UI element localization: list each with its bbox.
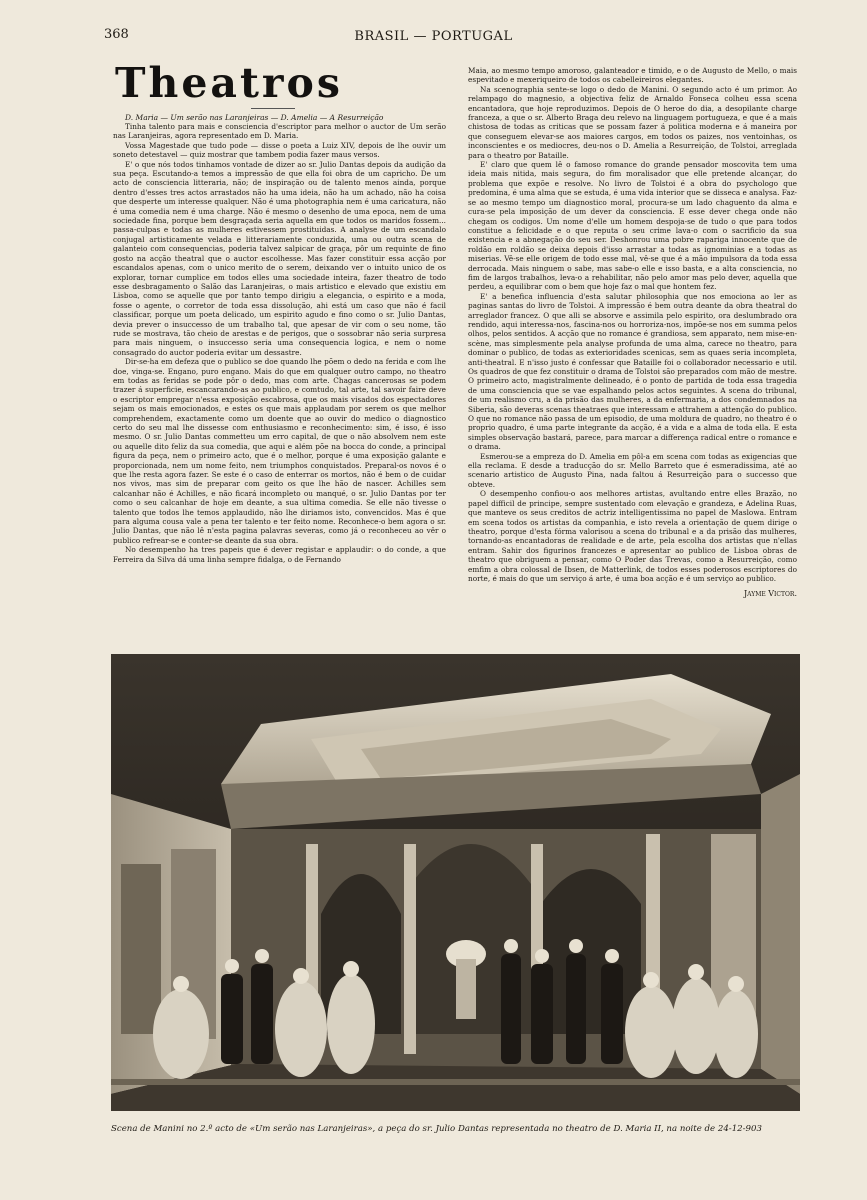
article-title: Theatros (115, 59, 343, 107)
author-signature: Jayme Victor. (743, 589, 797, 599)
paragraph: Esmerou-se a empreza do D. Amelia em pôl-a em scena com todas as exigencias que ella reclama. E desde a traducção do sr. Mello Barreto que é esmeradissima, até ao scenario artistico de Augusto Pina, nada faltou á Resurreição para o successo que obteve. (468, 451, 797, 489)
paragraph: Maia, ao mesmo tempo amoroso, galanteador e timido, e o de Augusto de Mello, o mais espevitado e mexeriqueiro de todos os cabelleireiros elegantes. (468, 66, 797, 85)
paragraph: Vossa Magestade que tudo pode — disse o poeta a Luiz XIV, depois de lhe ouvir um soneto detestavel — quiz mostrar que tambem podia fazer maus versos. (113, 140, 446, 160)
running-head: BRASIL — PORTUGAL (354, 29, 513, 44)
page-number: 368 (104, 27, 129, 42)
stage-photograph (111, 654, 800, 1111)
paragraph: Dir-se-ha em defeza que o publico se doe quando lhe põem o dedo na ferida e com lhe doe, vinga-se. Engano, puro engano. Mais do que em qualquer outro campo, no theatro em todas as feridas se pode pôr o dedo, mas com arte. Chagas cancerosas se podem trazer á superficie, escancarando-as ao publico, e comtudo, tal arte, tal savoir faire deve o escriptor empregar n'essa exposição escabrosa, que os mais visados dos espectadores sejam os mais emocionados, e estes os que mais applaudam por serem os que melhor comprehendem, exactamente como um doente que ao ouvir do medico o diagnostico certo do seu mal lhe dissesse com enthusiasmo e reconhecimento: sim, é isso, é isso mesmo. O sr. Julio Dantas commetteu um erro capital, de que o não absolvem nem este ou aquelle dito feliz da sua comedia, que aqui e além põe na bocca do conde, a principal figura da peça, nem o primeiro acto, que é o melhor, porque é uma exposição galante e proporcionada, nem um nome feito, nem triumphos conquistados. Preparal-os novos é o que lhe resta agora fazer. Se este é o caso de enterrar os mortos, não é bem o de cuidar nos vivos, mas sim de preparar com geito os que lhe hão de nascer. Achilles sem calcanhar não é Achilles, e não ficará incompleto ou manqué, o sr. Julio Dantas por ter como o seu calcanhar de hoje em deante, a sua ultima comedia. Se elle não tivesse o talento que todos lhe temos applaudido, não lhe diriamos isto, convencidos. Mas é que para alguma cousa vale a pena ter talento e ter feito nome. Reconhece-o bem agora o sr. Julio Dantas, que não lê n'esta pagina palavras severas, como já o reconheceu ao vêr o publico refrear-se e conter-se deante da sua obra. (113, 357, 446, 545)
paragraph: No desempenho ha tres papeis que é dever registar e applaudir: o do conde, a que Ferreira da Silva dá uma linha sempre fidalga, o de Fernando (113, 545, 446, 564)
paragraph: E' claro que quem lê o famoso romance do grande pensador moscovita tem uma ideia mais nitida, mais segura, do fim moralisador que elle pretende alcançar, do problema que expõe e resolve. No livro de Tolstoi é a obra do psychologo que predomina, é uma alma que se estuda, é uma vida interior que se disseca e analysa. Faz-se ao mesmo tempo um diagnostico moral, procura-se um lado chaguento da alma e cura-se pela imposição de um dever da consciencia. E esse dever chega onde não chegam os codigos. Um nome d'elle um homem despoja-se de tudo o que para todos constitue a felicidade e o que reputa o seu crime lava-o com o sacrificio da sua existencia e a abnegação do seu ser. Deshonrou uma pobre rapariga innocente que de roldão em roldão se deixa depois d'isso arrastar a todas as ignominias e a todas as miserias. Vê-se elle origem de todo esse mal, vê-se que é a mão impulsora da toda essa derrocada. Mais ninguem o sabe, mas sabe-o elle e isso basta, e a alta consciencia, no fim de largos trabalhos, leva-o a rehabilitar, não pelo amor mas pelo dever, aquella que perdeu, a equilibrar com o bem que hoje faz o mal que hontem fez. (468, 160, 797, 292)
left-column (113, 59, 446, 564)
paragraph: O desempenho confiou-o aos melhores artistas, avultando entre elles Brazão, no papel difficil de principe, sempre sustentado com elevação e grandeza, e Adelina Ruas, que manteve os seus creditos de actriz intelligentissima no papel de Maslowa. Entram em scena todos os artistas da companhia, e isto revela a orientação de quem dirige o theatro, porque d'esta fórma valorisou a scena do tribunal e a da prisão das mulheres, tornando-as encantadoras de realidade e de arte, pela escolha dos artistas que n'ellas entram. Sahir dos figurinos francezes e apresentar ao publico de Lisboa obras de theatro que obriguem a pensar, como O Poder das Trevas, como a Resurreição, como emfim a obra colossal de Ibsen, de Matterlink, de todos esses poderosos escriptores do norte, é mais do que um serviço á arte, é uma boa acção e é um serviço ao publico. (468, 489, 797, 583)
photo-caption: Scena de Manini no 2.º acto de «Um serão nas Laranjeiras», a peça do sr. Julio Dantas representada no theatro de D. Maria II, na noite de 24-12-903 (111, 1124, 762, 1134)
paragraph: Tinha talento para mais e consciencia d'escriptor para melhor o auctor de Um serão nas Laranjeiras, agora representado em D. Maria. (113, 122, 446, 141)
paragraph: E' o que nós todos tinhamos vontade de dizer ao sr. Julio Dantas depois da audição da sua peça. Escutando-a temos a impressão de que ella foi obra de um capricho. De um acto de consciencia litteraria, não; de inspiração ou de talento menos ainda, porque dentro d'esses tres actos arrastados não ha uma ideia, não ha um achado, não ha coisa que desperte um interesse qualquer. Não é uma photographia nem é uma caricatura, não é uma comedia nem é uma charge. Não é mesmo o desenho de uma epoca, nem de uma sociedade fina, porque bem desgraçada seria aquella em que todos os maridos fossem... passa-culpas e todas as mulheres estivessem prostituidas. A analyse de um escandalo conjugal artisticamente velada e litterariamente conduzida, uma ou outra scena de galanteio com consequencias, poderia talvez salpicar de graça, pôr um requinte de fino gosto na acção theatral que o auctor escolhesse. Mas fazer constituir essa acção por escandalos apenas, com o unico merito de o serem, deixando ver o intuito unico de os explorar, tornar cumplice em todos elles uma sociedade inteira, fazer theatro de todo esse desbragamento o Salão das Laranjeiras, o mais artistico e elevado que existiu em Lisboa, como se aquelle que por tanto tempo dirigiu a elegancia, o espirito e a moda, fosse o agente, o corretor de toda essa dissolução, ahi está um caso que não é facil classificar, porque um poeta delicado, um espirito agudo e fino como o sr. Julio Dantas, devia prever o insuccesso de um trabalho tal, que apesar de vir com o seu nome, tão rude se mostrava, tão cheio de arestas e de perigos, que o sossobrar não seria surpresa para mais ninguem, o insuccesso seria uma consequencia logica, e nem o nome consagrado do auctor poderia evitar um dessastre. (113, 159, 446, 357)
title-rule (251, 108, 295, 109)
paragraph: Na scenographia sente-se logo o dedo de Manini. O segundo acto é um primor. Ao relampago do magnesio, a objectiva feliz de Arnaldo Fonseca colheu essa scena encantadora, que hoje reproduzimos. Depois de O heroe do dia, a desopilante charge franceza, a que o sr. Alberto Braga deu relevo na linguagem portugueza, e que é a mais chistosa de todas as criticas que se possam fazer á politica moderna e á maneira por que conseguem elevar-se aos maiores cargos, em todos os paizes, nos ventoinhas, os inconscientes e os mediocres, deu-nos o D. Amelia a Resurreição, de Tolstoi, arreglada para o theatro por Bataille. (468, 84, 797, 160)
stage-scene-illustration (111, 654, 800, 1111)
paragraph: E' a benefica influencia d'esta salutar philosophia que nos emociona ao ler as paginas santas do livro de Tolstoi. A impressão é bem outra deante da obra theatral do arreglador francez. O que alli se absorve e assimila pelo espirito, ora deslumbrado ora rendido, aqui interessa-nos, fascina-nos ou horroriza-nos, impõe-se nos em summa pelos olhos, pelos sentidos. A acção que no romance é grandiosa, sem apparato, nem mise-en-scène, mas simplesmente pela analyse profunda de uma alma, carece no theatro, para dominar o publico, de todas as exterioridades scenicas, sem as quaes seria incompleta, anti-theatral. E n'isso justo é confessar que Bataille foi o collaborador necessario e util. Os quadros de que fez constituir o drama de Tolstoi são preparados com mão de mestre. O primeiro acto, magistralmente delineado, é o ponto de partida de toda essa tragedia de uma consciencia que se vae espalhando pelos actos seguintes. A scena do tribunal, de um realismo cru, a da prisão das mulheres, a da enfermaria, a dos condemnados na Siberia, são deveras scenas theatraes que interessam e attrahem a attenção do publico. O que no romance não passa de um episodio, de uma moldura de quadro, no theatro é o proprio quadro, é uma parte integrante da acção, é a vida e a alma de toda ella. E esta simples observação bastará, parece, para marcar a differença radical entre o romance e o drama. (468, 291, 797, 452)
right-column (468, 66, 797, 599)
article-subtitle: D. Maria — Um serão nas Laranjeiras — D. Amelia — A Resurreição (125, 113, 384, 122)
